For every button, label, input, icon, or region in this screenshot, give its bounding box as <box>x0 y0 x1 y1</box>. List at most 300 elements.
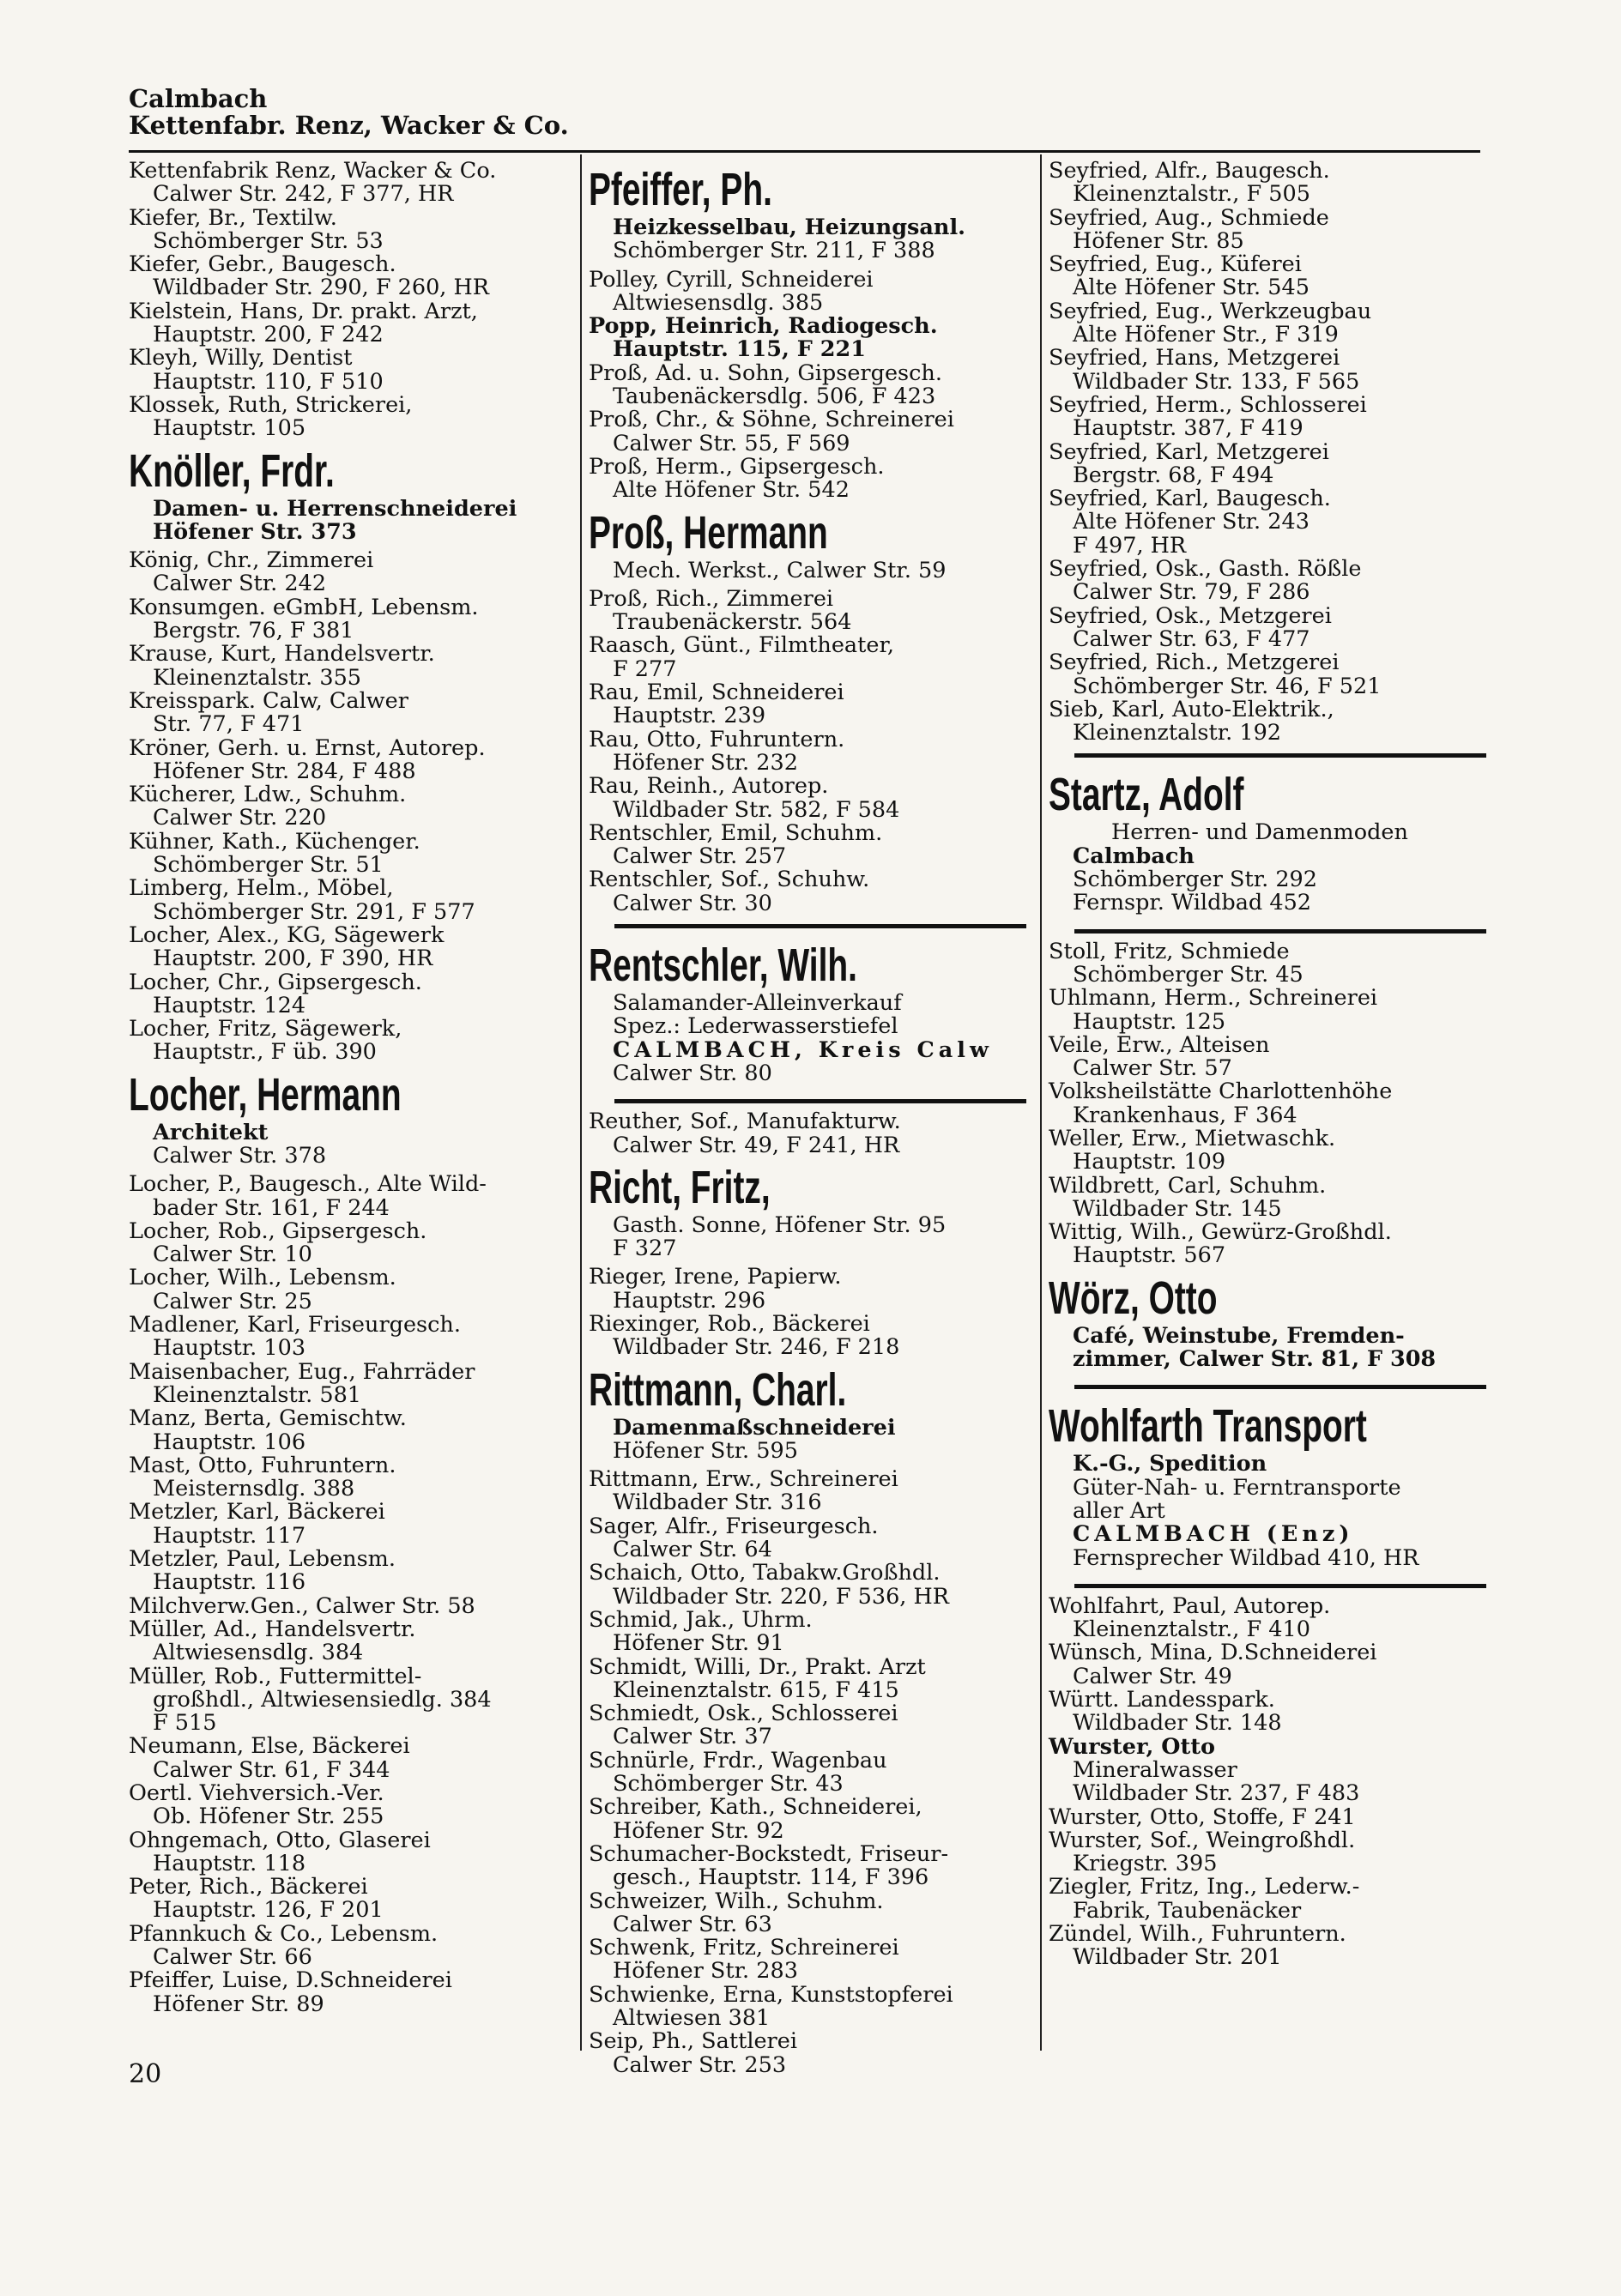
display-ad <box>129 441 575 550</box>
entry-detail: Calwer Str. 220 <box>153 805 327 831</box>
entry-name: Kreisspark. Calw, Calwer <box>129 687 408 714</box>
entry-name: Proß, Ad. u. Sohn, Gipsergesch. <box>589 360 942 386</box>
directory-entry <box>589 266 1026 316</box>
entry-name: Milchverw.Gen., Calwer Str. 58 <box>129 1592 475 1619</box>
entry-name: Locher, P., Baugesch., Alte Wild- <box>129 1171 487 1198</box>
entry-detail: Calmbach <box>1073 843 1195 869</box>
entry-name: Weller, Erw., Mietwaschk. <box>1049 1125 1336 1151</box>
entry-name: Schmidt, Willi, Dr., Prakt. Arzt <box>589 1653 926 1680</box>
entry-detail: Wildbader Str. 133, F 565 <box>1073 368 1360 395</box>
display-ad <box>589 1360 1026 1469</box>
directory-entry <box>589 2030 1026 2077</box>
section-rule <box>1074 753 1486 758</box>
entry-detail: Höfener Str. 232 <box>613 749 798 776</box>
directory-entry <box>589 1310 1026 1361</box>
entry-detail: Schömberger Str. 292 <box>1073 867 1318 893</box>
entry-detail: Hauptstr. 126, F 201 <box>153 1897 384 1924</box>
directory-entry <box>129 1735 575 1782</box>
entry-name: Neumann, Else, Bäckerei <box>129 1733 410 1760</box>
entry-detail: Calwer Str. 242 <box>153 571 327 597</box>
directory-entry <box>1049 347 1486 394</box>
directory-entry <box>589 1840 1026 1891</box>
entry-detail: Höfener Str. 595 <box>613 1437 798 1464</box>
entry-detail: Hauptstr. 200, F 242 <box>153 322 384 348</box>
directory-entry <box>1049 1806 1486 1829</box>
entry-detail: zimmer, Calwer Str. 81, F 308 <box>1073 1346 1437 1373</box>
directory-entry <box>1049 1733 1486 1807</box>
entry-detail: Hauptstr. 110, F 510 <box>153 368 384 395</box>
entry-name: Kettenfabrik Renz, Wacker & Co. <box>129 158 497 184</box>
page-number: 20 <box>129 2059 162 2089</box>
entry-detail: Schömberger Str. 211, F 388 <box>613 238 935 264</box>
directory-entry <box>129 1876 575 1923</box>
directory-entry <box>129 921 575 972</box>
entry-detail: Calwer Str. 253 <box>613 2051 787 2078</box>
directory-entry <box>589 1936 1026 1984</box>
directory-entry <box>129 1217 575 1268</box>
entry-detail: Hauptstr. 109 <box>1073 1149 1226 1175</box>
entry-detail: Höfener Str. 89 <box>153 1991 324 2017</box>
directory-entry <box>589 315 1026 362</box>
entry-detail: großhdl., Altwiesensiedlg. 384 <box>153 1686 492 1713</box>
entry-name: Seyfried, Aug., Schmiede <box>1049 204 1329 231</box>
entry-detail: Hauptstr. 118 <box>153 1850 306 1876</box>
directory-entry <box>1049 253 1486 300</box>
directory-entry <box>129 1969 575 2016</box>
ad-name: Startz, Adolf <box>1049 769 1244 821</box>
entry-detail: Wildbader Str. 201 <box>1073 1944 1282 1971</box>
entry-detail: Damenmaßschneiderei <box>613 1414 896 1441</box>
directory-entry <box>129 687 575 738</box>
directory-entry <box>129 1501 575 1548</box>
entry-detail: Calwer Str. 242, F 377, HR <box>153 181 454 208</box>
directory-entry <box>1049 940 1486 988</box>
entry-detail: Calwer Str. 63 <box>613 1911 772 1937</box>
ad-name: Richt, Fritz, <box>589 1161 771 1213</box>
display-ad <box>1049 1396 1486 1574</box>
entry-name: Metzler, Paul, Lebensm. <box>129 1546 396 1573</box>
directory-entry <box>129 1018 575 1065</box>
entry-name: Schaich, Otto, Tabakw.Großhdl. <box>589 1560 941 1586</box>
directory-entry <box>1049 1641 1486 1689</box>
directory-entry <box>589 585 1026 636</box>
entry-detail: Calwer Str. 66 <box>153 1944 312 1971</box>
entry-name: Konsumgen. eGmbH, Lebensm. <box>129 594 479 620</box>
directory-entry <box>589 362 1026 409</box>
page-header <box>129 86 569 139</box>
entry-name: Uhlmann, Herm., Schreinerei <box>1049 985 1378 1012</box>
entry-detail: Café, Weinstube, Fremden- <box>1073 1322 1405 1349</box>
entry-detail: Höfener Str. 91 <box>613 1630 784 1657</box>
entry-detail: Schömberger Str. 46, F 521 <box>1073 673 1382 699</box>
display-ad <box>1049 1268 1486 1377</box>
directory-entry <box>1049 558 1486 605</box>
entry-detail: Damen- u. Herrenschneiderei <box>153 495 517 522</box>
entry-detail: Kleinenztalstr., F 505 <box>1073 181 1310 208</box>
entry-detail: Schömberger Str. 43 <box>613 1771 844 1798</box>
entry-detail: bader Str. 161, F 244 <box>153 1194 390 1221</box>
entry-name: Limberg, Helm., Möbel, <box>129 875 394 902</box>
entry-detail: CALMBACH, Kreis Calw <box>613 1036 993 1063</box>
entry-name: Seip, Ph., Sattlerei <box>589 2028 797 2055</box>
entry-detail: Meisternsdlg. 388 <box>153 1476 355 1502</box>
entry-name: Maisenbacher, Eug., Fahrräder <box>129 1358 475 1385</box>
entry-name: Seyfried, Eug., Küferei <box>1049 251 1302 278</box>
entry-name: Schwienke, Erna, Kunststopferei <box>589 1981 953 2008</box>
entry-detail: aller Art <box>1073 1497 1165 1524</box>
entry-name: Rieger, Irene, Papierw. <box>589 1264 842 1290</box>
entry-name: Schwenk, Fritz, Schreinerei <box>589 1935 899 1961</box>
entry-detail: Schömberger Str. 291, F 577 <box>153 898 475 925</box>
display-ad <box>589 1157 1026 1266</box>
directory-entry <box>129 1920 575 1971</box>
entry-detail: Calwer Str. 64 <box>613 1537 772 1563</box>
directory-entry <box>1049 1172 1486 1222</box>
entry-detail: F 277 <box>613 656 677 682</box>
entry-name: Kröner, Gerh. u. Ernst, Autorep. <box>129 734 486 761</box>
entry-name: Seyfried, Eug., Werkzeugbau <box>1049 298 1372 324</box>
entry-detail: Kleinenztalstr. 355 <box>153 664 362 691</box>
entry-detail: Altwiesen 381 <box>613 2005 771 2031</box>
entry-name: Seyfried, Osk., Metzgerei <box>1049 602 1332 629</box>
entry-detail: Fabrik, Taubenäcker <box>1073 1897 1302 1924</box>
entry-name: Pfannkuch & Co., Lebensm. <box>129 1920 439 1947</box>
entry-name: Riexinger, Rob., Bäckerei <box>589 1310 870 1337</box>
ad-name: Locher, Hermann <box>129 1068 402 1121</box>
entry-name: Locher, Wilh., Lebensm. <box>129 1265 396 1291</box>
directory-entry <box>129 1454 575 1501</box>
directory-entry <box>129 1829 575 1876</box>
entry-detail: Hauptstr. 296 <box>613 1287 766 1314</box>
ad-name: Wohlfarth Transport <box>1049 1400 1367 1453</box>
section-rule <box>1074 1385 1486 1389</box>
entry-detail: Spez.: Lederwasserstiefel <box>613 1013 898 1040</box>
column-divider-2 <box>1040 154 1042 2051</box>
entry-name: Raasch, Günt., Filmtheater, <box>589 632 894 659</box>
directory-entry <box>129 877 575 924</box>
entry-detail: Höfener Str. 284, F 488 <box>153 758 416 784</box>
entry-detail: Wildbader Str. 148 <box>1073 1710 1282 1737</box>
entry-name: Schmiedt, Osk., Schlosserei <box>589 1701 898 1727</box>
display-ad <box>589 503 1026 588</box>
entry-detail: Herren- und Damenmoden <box>1111 819 1408 846</box>
directory-entry <box>589 681 1026 728</box>
entry-detail: Fernsprecher Wildbad 410, HR <box>1073 1544 1419 1571</box>
entry-detail: Traubenäckerstr. 564 <box>613 609 852 636</box>
directory-entry <box>1049 391 1486 442</box>
section-rule <box>1074 929 1486 934</box>
directory-entry <box>589 1702 1026 1749</box>
entry-detail: Heizkesselbau, Heizungsanl. <box>613 214 966 240</box>
entry-detail: Krankenhaus, F 364 <box>1073 1102 1297 1128</box>
directory-entry <box>129 1358 575 1408</box>
entry-name: Seyfried, Herm., Schlosserei <box>1049 391 1367 418</box>
entry-detail: Ob. Höfener Str. 255 <box>153 1804 384 1830</box>
section-rule <box>614 1099 1026 1103</box>
directory-entry <box>1049 651 1486 698</box>
ad-name: Rentschler, Wilh. <box>589 940 857 992</box>
entry-detail: Calwer Str. 37 <box>613 1724 772 1750</box>
entry-name: Polley, Cyrill, Schneiderei <box>589 266 874 293</box>
entry-name: Müller, Rob., Futtermittel- <box>129 1663 422 1689</box>
entry-detail: Alte Höfener Str. 243 <box>1073 509 1310 535</box>
entry-detail: Gasth. Sonne, Höfener Str. 95 <box>613 1211 947 1238</box>
entry-detail: Kriegstr. 395 <box>1073 1851 1218 1877</box>
entry-detail: Hauptstr. 117 <box>153 1522 306 1549</box>
entry-name: Pfeiffer, Luise, D.Schneiderei <box>129 1967 452 1994</box>
directory-entry <box>129 1266 575 1314</box>
directory-entry <box>589 453 1026 504</box>
entry-name: Schmid, Jak., Uhrm. <box>589 1606 813 1633</box>
entry-detail: Calwer Str. 257 <box>613 843 787 870</box>
entry-name: Volksheilstätte Charlottenhöhe <box>1049 1079 1393 1105</box>
entry-name: Ziegler, Fritz, Ing., Lederw.- <box>1049 1874 1360 1900</box>
entry-detail: Calwer Str. 49, F 241, HR <box>613 1132 900 1158</box>
entry-detail: Hauptstr. 115, F 221 <box>613 336 866 363</box>
entry-name: Sager, Alfr., Friseurgesch. <box>589 1513 879 1539</box>
directory-entry <box>129 783 575 831</box>
directory-entry <box>1049 438 1486 488</box>
entry-detail: Hauptstr. 116 <box>153 1569 306 1596</box>
entry-name: Madlener, Karl, Friseurgesch. <box>129 1312 461 1338</box>
directory-entry <box>1049 987 1486 1034</box>
entry-name: Popp, Heinrich, Radiogesch. <box>589 313 938 340</box>
directory-entry <box>1049 300 1486 347</box>
section-rule <box>614 924 1026 928</box>
entry-detail: Hauptstr. 105 <box>153 415 306 442</box>
entry-name: Rentschler, Sof., Schuhw. <box>589 867 870 893</box>
entry-detail: Calwer Str. 61, F 344 <box>153 1756 390 1783</box>
ad-name: Pfeiffer, Ph. <box>589 164 772 215</box>
entry-name: Seyfried, Osk., Gasth. Rößle <box>1049 556 1362 583</box>
entry-detail: Wildbader Str. 145 <box>1073 1195 1282 1222</box>
header-place: Calmbach <box>129 84 268 113</box>
directory-entry <box>129 204 575 254</box>
entry-detail: Kleinenztalstr., F 410 <box>1073 1616 1310 1643</box>
directory-entry <box>129 1407 575 1454</box>
directory-entry <box>1049 1080 1486 1127</box>
entry-detail: Calwer Str. 57 <box>1073 1055 1232 1082</box>
directory-entry <box>129 1314 575 1361</box>
display-ad <box>589 160 1026 269</box>
entry-detail: Architekt <box>153 1119 269 1145</box>
entry-name: Locher, Alex., KG, Sägewerk <box>129 921 445 948</box>
entry-detail: Wildbader Str. 290, F 260, HR <box>153 275 489 301</box>
entry-detail: Calwer Str. 10 <box>153 1242 312 1268</box>
entry-detail: Fernspr. Wildbad 452 <box>1073 890 1312 916</box>
directory-entry <box>1049 602 1486 652</box>
column-divider-1 <box>580 154 582 2051</box>
directory-entry <box>589 819 1026 870</box>
header-rule <box>129 150 1480 153</box>
section-rule <box>1074 1584 1486 1588</box>
entry-detail: Str. 77, F 471 <box>153 711 305 738</box>
entry-name: Wurster, Otto <box>1049 1733 1216 1760</box>
entry-name: Metzler, Karl, Bäckerei <box>129 1499 385 1526</box>
entry-detail: Mech. Werkst., Calwer Str. 59 <box>613 557 947 583</box>
entry-name: Schreiber, Kath., Schneiderei, <box>589 1794 922 1821</box>
directory-entry <box>129 300 575 347</box>
directory-entry <box>129 1592 575 1619</box>
entry-name: Ohngemach, Otto, Glaserei <box>129 1827 431 1853</box>
entry-detail: Hauptstr. 567 <box>1073 1242 1226 1269</box>
directory-entry <box>1049 1829 1486 1876</box>
entry-detail: Calwer Str. 25 <box>153 1288 312 1314</box>
entry-name: Mast, Otto, Fuhruntern. <box>129 1452 396 1478</box>
entry-detail: Hauptstr. 239 <box>613 703 766 729</box>
entry-name: Seyfried, Alfr., Baugesch. <box>1049 158 1330 184</box>
directory-entry <box>589 1796 1026 1843</box>
directory-entry <box>129 643 575 690</box>
entry-name: Seyfried, Rich., Metzgerei <box>1049 650 1340 676</box>
entry-name: Wünsch, Mina, D.Schneiderei <box>1049 1640 1377 1666</box>
entry-name: Stoll, Fritz, Schmiede <box>1049 938 1290 964</box>
entry-detail: F 327 <box>613 1236 677 1262</box>
ad-name: Proß, Hermann <box>589 506 828 559</box>
entry-name: Wurster, Sof., Weingroßhdl. <box>1049 1827 1356 1853</box>
directory-entry <box>129 971 575 1018</box>
entry-detail: Hauptstr. 124 <box>153 992 306 1018</box>
entry-detail: Wildbader Str. 220, F 536, HR <box>613 1583 949 1610</box>
entry-name: Rau, Emil, Schneiderei <box>589 680 844 706</box>
directory-column-3 <box>1049 160 1486 1970</box>
directory-entry <box>589 1890 1026 1937</box>
entry-name: Rittmann, Erw., Schreinerei <box>589 1466 898 1493</box>
entry-name: Wildbrett, Carl, Schuhm. <box>1049 1172 1327 1199</box>
entry-detail: Bergstr. 68, F 494 <box>1073 462 1274 488</box>
directory-entry <box>1049 1221 1486 1268</box>
ad-name: Knöller, Frdr. <box>129 444 335 497</box>
entry-name: Württ. Landesspark. <box>1049 1687 1275 1713</box>
entry-detail: Kleinenztalstr. 192 <box>1073 720 1282 746</box>
entry-name: Locher, Fritz, Sägewerk, <box>129 1016 402 1042</box>
entry-detail: Höfener Str. 92 <box>613 1817 784 1844</box>
entry-name: Locher, Chr., Gipsergesch. <box>129 969 422 995</box>
directory-entry <box>129 549 575 596</box>
entry-detail: Schömberger Str. 45 <box>1073 961 1303 988</box>
directory-column-1 <box>129 160 575 2016</box>
directory-entry <box>589 728 1026 776</box>
directory-entry <box>129 160 575 207</box>
entry-name: Locher, Rob., Gipsergesch. <box>129 1217 427 1244</box>
directory-entry <box>589 1110 1026 1157</box>
entry-detail: Hauptstr. 106 <box>153 1429 306 1455</box>
directory-entry <box>1049 160 1486 207</box>
entry-detail: Hauptstr. 103 <box>153 1335 306 1362</box>
entry-detail: Schömberger Str. 51 <box>153 852 384 879</box>
entry-name: Kiefer, Gebr., Baugesch. <box>129 251 396 278</box>
entry-detail: Alte Höfener Str. 542 <box>613 477 850 504</box>
entry-detail: Calwer Str. 30 <box>613 890 772 916</box>
directory-entry <box>129 1548 575 1595</box>
directory-entry <box>129 1782 575 1829</box>
directory-entry <box>1049 1592 1486 1643</box>
entry-name: Sieb, Karl, Auto-Elektrik., <box>1049 696 1334 722</box>
entry-detail: Calwer Str. 378 <box>153 1142 327 1169</box>
entry-detail: gesch., Hauptstr. 114, F 396 <box>613 1864 929 1891</box>
directory-entry <box>589 1653 1026 1703</box>
display-ad <box>589 935 1026 1091</box>
directory-entry <box>589 1749 1026 1797</box>
entry-detail: Wildbader Str. 582, F 584 <box>613 796 900 823</box>
entry-name: Rau, Otto, Fuhruntern. <box>589 726 845 752</box>
display-ad <box>1049 764 1486 920</box>
entry-name: Schumacher-Bockstedt, Friseur- <box>589 1840 949 1867</box>
entry-detail: Calwer Str. 49 <box>1073 1663 1232 1689</box>
entry-detail: Höfener Str. 85 <box>1073 227 1244 254</box>
entry-name: Wohlfahrt, Paul, Autorep. <box>1049 1592 1331 1619</box>
entry-detail: F 497, HR <box>1073 532 1187 559</box>
entry-name: Proß, Herm., Gipsergesch. <box>589 453 885 480</box>
entry-detail: Calwer Str. 80 <box>613 1060 772 1086</box>
directory-entry <box>1049 1689 1486 1736</box>
entry-name: Kühner, Kath., Küchenger. <box>129 828 420 855</box>
directory-column-2 <box>589 160 1026 2077</box>
entry-detail: Schömberger Str. 53 <box>153 227 384 254</box>
entry-detail: K.-G., Spedition <box>1073 1451 1267 1477</box>
entry-name: Manz, Berta, Gemischtw. <box>129 1405 407 1432</box>
directory-entry <box>129 347 575 394</box>
directory-entry <box>1049 204 1486 254</box>
directory-entry <box>129 253 575 300</box>
directory-entry <box>1049 698 1486 746</box>
directory-entry <box>129 596 575 643</box>
ad-name: Wörz, Otto <box>1049 1272 1218 1324</box>
entry-name: Proß, Rich., Zimmerei <box>589 585 834 612</box>
entry-detail: Hauptstr. 200, F 390, HR <box>153 946 433 972</box>
entry-name: Seyfried, Karl, Metzgerei <box>1049 438 1329 465</box>
entry-detail: Alte Höfener Str., F 319 <box>1073 322 1339 348</box>
entry-detail: Kleinenztalstr. 581 <box>153 1381 362 1408</box>
entry-detail: Hauptstr., F üb. 390 <box>153 1039 377 1066</box>
entry-name: Seyfried, Hans, Metzgerei <box>1049 345 1340 372</box>
entry-detail: Taubenäckersdlg. 506, F 423 <box>613 384 936 410</box>
entry-name: Klossek, Ruth, Strickerei, <box>129 391 413 418</box>
entry-name: Schweizer, Wilh., Schuhm. <box>589 1888 884 1914</box>
directory-entry <box>129 1173 575 1220</box>
entry-detail: F 515 <box>153 1710 217 1737</box>
entry-name: Reuther, Sof., Manufakturw. <box>589 1109 901 1135</box>
entry-detail: Güter-Nah- u. Ferntransporte <box>1073 1474 1401 1501</box>
entry-name: Veile, Erw., Alteisen <box>1049 1031 1270 1058</box>
directory-entry <box>589 1468 1026 1515</box>
entry-detail: Wildbader Str. 237, F 483 <box>1073 1780 1360 1807</box>
header-range: Kettenfabr. Renz, Wacker & Co. <box>129 111 569 140</box>
directory-entry <box>589 634 1026 681</box>
entry-detail: Altwiesensdlg. 384 <box>153 1640 364 1666</box>
entry-name: Kücherer, Ldw., Schuhm. <box>129 782 407 808</box>
entry-detail: Calwer Str. 79, F 286 <box>1073 579 1310 606</box>
entry-name: Zündel, Wilh., Fuhruntern. <box>1049 1921 1346 1947</box>
directory-entry <box>1049 487 1486 558</box>
directory-entry <box>129 734 575 784</box>
entry-name: König, Chr., Zimmerei <box>129 547 374 574</box>
directory-entry <box>1049 1923 1486 1970</box>
directory-entry <box>1049 1031 1486 1082</box>
directory-entry <box>589 408 1026 456</box>
directory-entry <box>589 868 1026 915</box>
entry-name: Rentschler, Emil, Schuhm. <box>589 819 883 846</box>
directory-entry <box>1049 1876 1486 1923</box>
entry-detail: Wildbader Str. 316 <box>613 1489 822 1516</box>
entry-detail: Calwer Str. 55, F 569 <box>613 430 850 456</box>
entry-detail: CALMBACH (Enz) <box>1073 1521 1354 1548</box>
directory-entry <box>129 391 575 442</box>
entry-detail: Kleinenztalstr. 615, F 415 <box>613 1677 899 1703</box>
entry-name: Kiefer, Br., Textilw. <box>129 204 337 231</box>
directory-entry <box>129 1618 575 1665</box>
entry-name: Wittig, Wilh., Gewürz-Großhdl. <box>1049 1219 1392 1246</box>
